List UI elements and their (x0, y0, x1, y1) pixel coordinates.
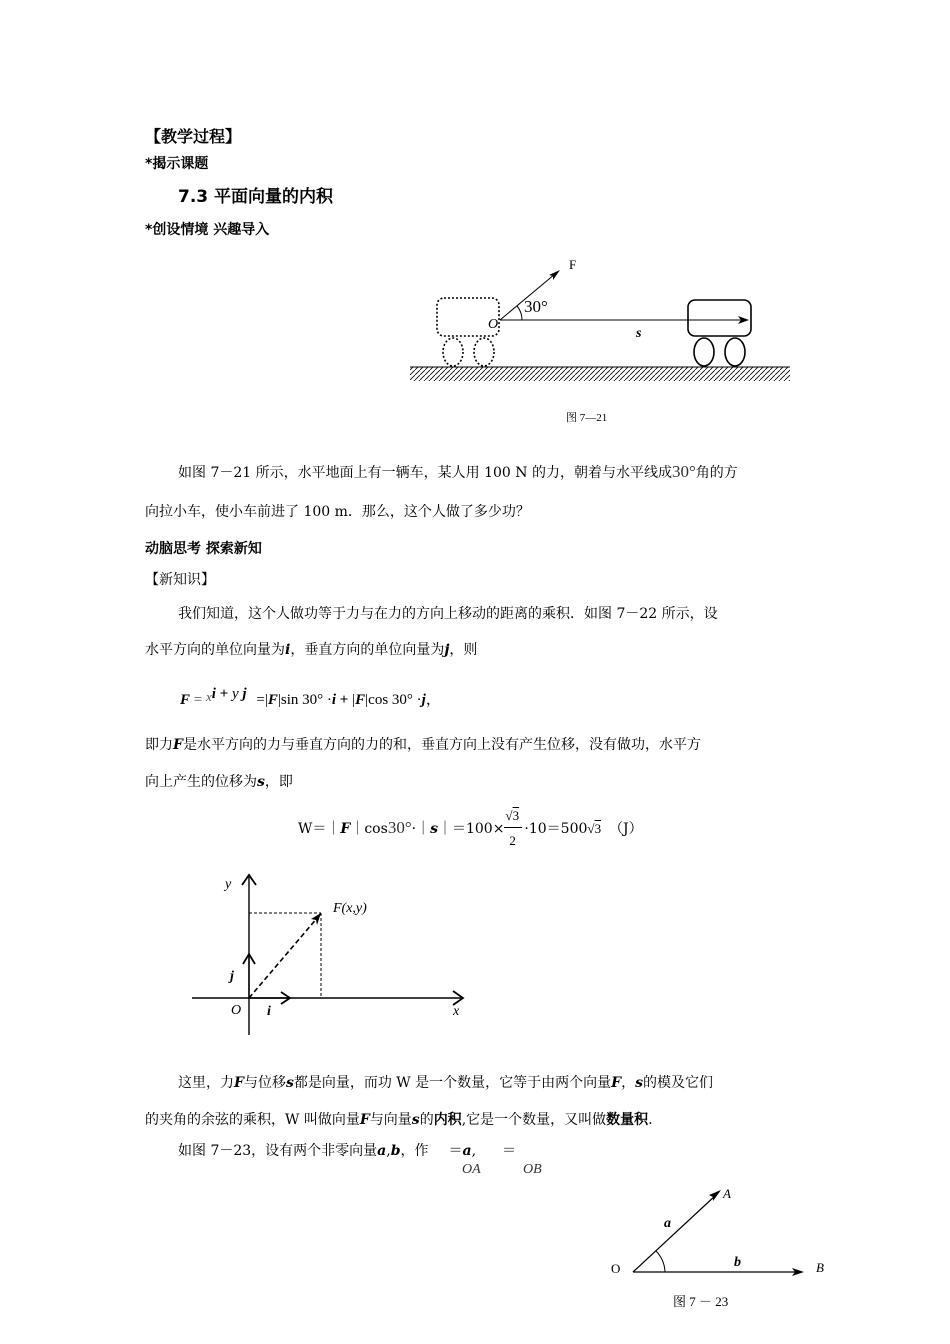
figure-7-22 (185, 870, 475, 1040)
paragraph-4-line-2: 的夹角的余弦的乘积，W 叫做向量F与向量s的内积,它是一个数量，又叫做数量积. (145, 1112, 653, 1128)
label-i: i (267, 1004, 271, 1019)
paragraph-5: 如图 7－23，设有两个非零向量a,b，作 ＝a, ＝ (178, 1143, 517, 1159)
angle-arc (656, 1251, 665, 1272)
paragraph-3-line-2: 向上产生的位移为s，即 (145, 774, 293, 790)
paragraph-3-line-1: 即力F是水平方向的力与垂直方向的力的和，垂直方向上没有产生位移，没有做功，水平方 (145, 737, 701, 753)
cart-wheel (694, 338, 714, 366)
label-x: x (453, 1004, 460, 1019)
heading-explore: 动脑思考 探索新知 (145, 541, 262, 557)
label-F: F (569, 257, 577, 272)
figure-caption: 图 7 － 23 (673, 1294, 729, 1309)
heading-new-knowledge: 【新知识】 (145, 572, 215, 588)
label-A: A (723, 1186, 731, 1201)
paragraph-2-line-1: 我们知道，这个人做功等于力与在力的方向上移动的距离的乘积．如图 7－22 所示，设 (178, 606, 718, 622)
figure-7-23 (605, 1180, 835, 1315)
label-O: O (611, 1261, 621, 1276)
label-O: O (488, 317, 499, 332)
vector-OA-label: OA (462, 1162, 481, 1177)
vector-F (249, 917, 318, 998)
heading-create-scenario: *创设情境 兴趣导入 (145, 222, 270, 238)
fraction-sqrt3-over-2: $\frac{√3}{2}$ (504, 818, 524, 838)
figure-caption: 图 7—21 (566, 412, 608, 424)
label-a: a (664, 1216, 671, 1231)
heading-reveal-topic: *揭示课题 (145, 156, 209, 172)
figure-7-21 (400, 250, 800, 440)
cart-wheel (725, 338, 745, 366)
heading-teaching-process: 【教学过程】 (145, 127, 242, 146)
label-b: b (734, 1255, 741, 1270)
paragraph-2-line-2: 水平方向的单位向量为i，垂直方向的单位向量为j，则 (145, 642, 478, 658)
paragraph-1-line-1: 如图 7－21 所示，水平地面上有一辆车，某人用 100 N 的力，朝着与水平线成30°角的方 (178, 462, 738, 481)
label-j: j (230, 969, 234, 984)
vector-a (633, 1195, 716, 1272)
label-s: s (636, 326, 642, 341)
formula-work: W＝｜F｜cos30°·｜s｜＝100× $\frac{√3}{2}$ ·10＝500√3 （J） (298, 808, 643, 848)
paragraph-1-line-2: 向拉小车，使小车前进了 100 m．那么，这个人做了多少功？ (145, 504, 530, 520)
section-title: 7.3 平面向量的内积 (178, 187, 334, 207)
label-angle: 30° (524, 297, 548, 316)
label-B: B (816, 1260, 824, 1275)
vector-OB-label: OB (523, 1162, 542, 1177)
ground-hatch (410, 367, 790, 381)
label-O: O (231, 1003, 242, 1018)
label-F-point: F(x,y) (333, 901, 367, 916)
dotted-cart-wheel (474, 338, 494, 366)
label-y: y (225, 877, 232, 892)
paragraph-4-line-1: 这里，力F与位移s都是向量，而功 W 是一个数量，它等于由两个向量F，s的模及它们 (178, 1075, 713, 1091)
formula-force-decomposition: F = xi + y j =|F|sin 30° ·i + |F|cos 30° ·j， (180, 686, 441, 708)
dotted-cart-wheel (443, 338, 463, 366)
